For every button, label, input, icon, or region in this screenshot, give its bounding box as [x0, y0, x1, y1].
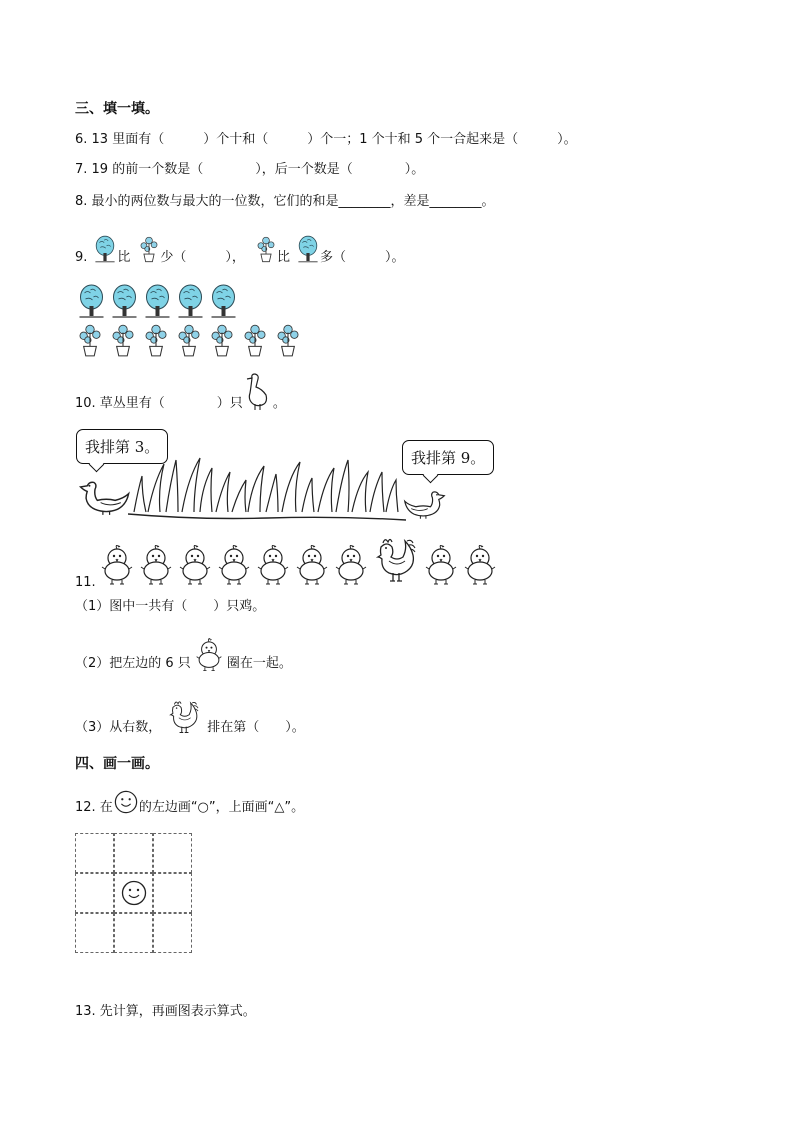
chick-icon: [424, 545, 458, 585]
question-11-number: 11.: [75, 575, 96, 590]
chick-icon: [217, 545, 251, 585]
flower-icon: [274, 322, 302, 358]
chick-icon: [256, 545, 290, 585]
chick-icon: [463, 545, 497, 585]
question-9: [75, 226, 404, 266]
smiley-icon: [114, 790, 138, 814]
flower-row: [76, 322, 302, 358]
goose-left-illustration: [76, 474, 132, 520]
question-11-part-1: （1）图中一共有（ ）只鸡。: [75, 599, 266, 614]
goose-right-illustration: [402, 484, 448, 524]
q12-text-b: 的左边画“○”，上面画“△”。: [138, 800, 305, 815]
q10-text-1: 10. 草丛里有（ ）只: [75, 396, 243, 411]
drawing-grid: [75, 833, 192, 953]
question-11-part-3: [75, 696, 305, 736]
tree-icon: [175, 284, 206, 318]
grid-cell-center: [114, 873, 153, 913]
question-10: [75, 370, 286, 412]
grid-cell[interactable]: [75, 873, 114, 913]
question-9-number: 9.: [75, 250, 88, 265]
flower-icon: [175, 322, 203, 358]
grid-cell[interactable]: [75, 913, 114, 953]
speech-bubble-left: 我排第 3。: [76, 429, 168, 464]
flower-icon: [138, 232, 160, 266]
flower-icon: [241, 322, 269, 358]
q9-text-1: 比: [117, 250, 131, 265]
grid-cell[interactable]: [153, 833, 192, 873]
flower-icon: [109, 322, 137, 358]
chick-icon: [295, 545, 329, 585]
goose-icon: [243, 372, 273, 412]
tree-icon: [208, 284, 239, 318]
question-8: 8. 最小的两位数与最大的一位数，它们的和是________，差是________。: [75, 194, 495, 209]
rooster-icon: [373, 535, 419, 585]
q11-p2-text-b: 圈在一起。: [226, 656, 292, 671]
question-13: 13. 先计算，再画图表示算式。: [75, 1004, 256, 1019]
q9-text-3: 比: [276, 250, 290, 265]
question-12: [75, 786, 304, 816]
flower-icon: [255, 232, 277, 266]
grid-cell[interactable]: [75, 833, 114, 873]
grid-cell[interactable]: [114, 913, 153, 953]
tree-icon: [76, 284, 107, 318]
tree-icon: [93, 232, 117, 266]
q9-text-4: 多（ ）。: [319, 250, 405, 265]
question-11-part-2: [75, 632, 292, 672]
question-7: 7. 19 的前一个数是（ ），后一个数是（ ）。: [75, 162, 425, 177]
q9-text-2: 少（ ），: [160, 250, 245, 265]
grid-cell[interactable]: [114, 833, 153, 873]
q11-p3-text-a: （3）从右数，: [75, 720, 162, 735]
rooster-icon: [167, 698, 201, 736]
grass-illustration: [128, 452, 406, 526]
chick-icon: [178, 545, 212, 585]
grid-cell[interactable]: [153, 873, 192, 913]
q10-text-2: 。: [272, 396, 286, 411]
flower-icon: [76, 322, 104, 358]
tree-row: [76, 284, 239, 318]
smiley-icon: [121, 880, 147, 906]
section-4-heading: 四、画一画。: [75, 756, 159, 772]
flower-icon: [208, 322, 236, 358]
q11-p2-text-a: （2）把左边的 6 只: [75, 656, 191, 671]
chick-icon: [195, 638, 223, 672]
speech-bubble-right: 我排第 9。: [402, 440, 494, 475]
q12-text-a: 12. 在: [75, 800, 113, 815]
q11-p3-text-b: 排在第（ ）。: [207, 720, 305, 735]
chick-row: [100, 535, 497, 585]
chick-icon: [139, 545, 173, 585]
tree-icon: [296, 232, 320, 266]
question-6: 6. 13 里面有（ ）个十和（ ）个一；1 个十和 5 个一合起来是（ ）。: [75, 132, 577, 147]
tree-icon: [142, 284, 173, 318]
chick-icon: [100, 545, 134, 585]
section-3-heading: 三、填一填。: [75, 101, 159, 117]
tree-icon: [109, 284, 140, 318]
grid-cell[interactable]: [153, 913, 192, 953]
flower-icon: [142, 322, 170, 358]
chick-icon: [334, 545, 368, 585]
